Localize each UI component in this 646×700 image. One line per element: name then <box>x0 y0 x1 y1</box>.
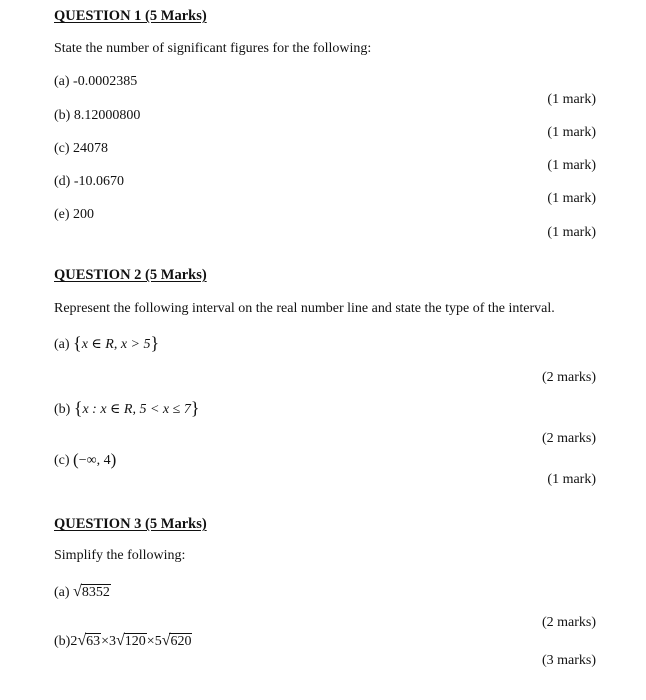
q2-item-b-close: } <box>190 398 200 418</box>
q2-item-a-open: { <box>73 333 82 353</box>
radical-sign: √ <box>161 632 171 649</box>
q1-item-a-label: (a) <box>54 74 70 89</box>
q2-item-b-expr: x : x ∈ R, 5 < x ≤ 7 <box>82 402 191 417</box>
radical-sign: √ <box>116 632 125 649</box>
q1-item-a-value: -0.0002385 <box>73 74 138 89</box>
q1-item-c-label: (c) <box>54 141 70 156</box>
question-1-instruction: State the number of significant figures for the following: <box>54 41 372 56</box>
q1-item-c-value: 24078 <box>73 141 109 156</box>
q2-item-b-open: { <box>73 398 83 418</box>
q2-item-a-close: } <box>150 333 160 353</box>
q3-item-b-radicand-1: 63 <box>86 634 101 649</box>
q2-item-b <box>54 398 199 419</box>
q3-item-b-coef-3: 5 <box>154 634 162 649</box>
q1-item-c <box>54 141 108 157</box>
q2-item-b-label: (b) <box>54 402 71 417</box>
square-root <box>116 632 147 650</box>
square-root <box>77 632 101 650</box>
q1-item-e-label: (e) <box>54 207 70 222</box>
question-3-instruction: Simplify the following: <box>54 548 186 563</box>
q3-item-b-radicand-3: 620 <box>170 634 192 649</box>
question-3-heading: QUESTION 3 (5 Marks) <box>54 516 207 532</box>
square-root <box>162 632 193 650</box>
q1-item-e <box>54 207 94 223</box>
q2-item-c-close: ) <box>110 450 117 469</box>
q3-item-b-coef-1: 2 <box>70 634 78 649</box>
q1-item-d-value: -10.0670 <box>73 174 124 189</box>
radical-sign: √ <box>77 632 87 649</box>
q3-item-a-mark: (2 marks) <box>541 615 596 630</box>
q1-item-d <box>54 174 124 190</box>
q2-item-b-mark: (2 marks) <box>541 431 596 446</box>
question-1-heading: QUESTION 1 (5 Marks) <box>54 8 207 24</box>
q3-item-b-mark: (3 marks) <box>541 653 596 668</box>
q3-item-a-label: (a) <box>54 585 70 600</box>
q2-item-a-label: (a) <box>54 337 70 352</box>
q1-item-d-mark: (1 mark) <box>547 191 596 206</box>
radical-sign: √ <box>73 583 82 600</box>
q1-item-e-value: 200 <box>73 207 95 222</box>
q1-item-a-mark: (1 mark) <box>547 92 596 107</box>
q2-item-c-expr: −∞, 4 <box>78 453 111 468</box>
q1-item-d-label: (d) <box>54 174 71 189</box>
q3-item-a <box>54 583 111 601</box>
times-sign: × <box>146 634 155 649</box>
q1-item-b <box>54 108 140 124</box>
q3-item-a-radicand: 8352 <box>81 585 110 600</box>
q2-item-c-open: ( <box>73 450 79 469</box>
q3-item-b <box>54 632 192 650</box>
q1-item-b-value: 8.12000800 <box>73 108 141 123</box>
q1-item-b-mark: (1 mark) <box>547 125 596 140</box>
q2-item-c-label: (c) <box>54 453 70 468</box>
square-root <box>73 583 111 601</box>
question-2-heading: QUESTION 2 (5 Marks) <box>54 267 207 283</box>
q1-item-b-label: (b) <box>54 108 71 123</box>
q1-item-e-mark: (1 mark) <box>547 225 596 240</box>
q1-item-a <box>54 74 137 90</box>
q1-item-c-mark: (1 mark) <box>547 158 596 173</box>
q2-item-c-mark: (1 mark) <box>547 472 596 487</box>
q3-item-b-label: (b) <box>54 634 71 649</box>
q3-item-b-radicand-2: 120 <box>124 634 146 649</box>
q2-item-c <box>54 450 116 470</box>
q2-item-a-expr: x ∈ R, x > 5 <box>81 337 151 352</box>
q2-item-a <box>54 333 159 354</box>
q3-item-b-coef-2: 3 <box>109 634 117 649</box>
q2-item-a-mark: (2 marks) <box>541 370 596 385</box>
times-sign: × <box>101 634 110 649</box>
question-2-instruction: Represent the following interval on the real number line and state the type of the interval. <box>54 301 555 316</box>
